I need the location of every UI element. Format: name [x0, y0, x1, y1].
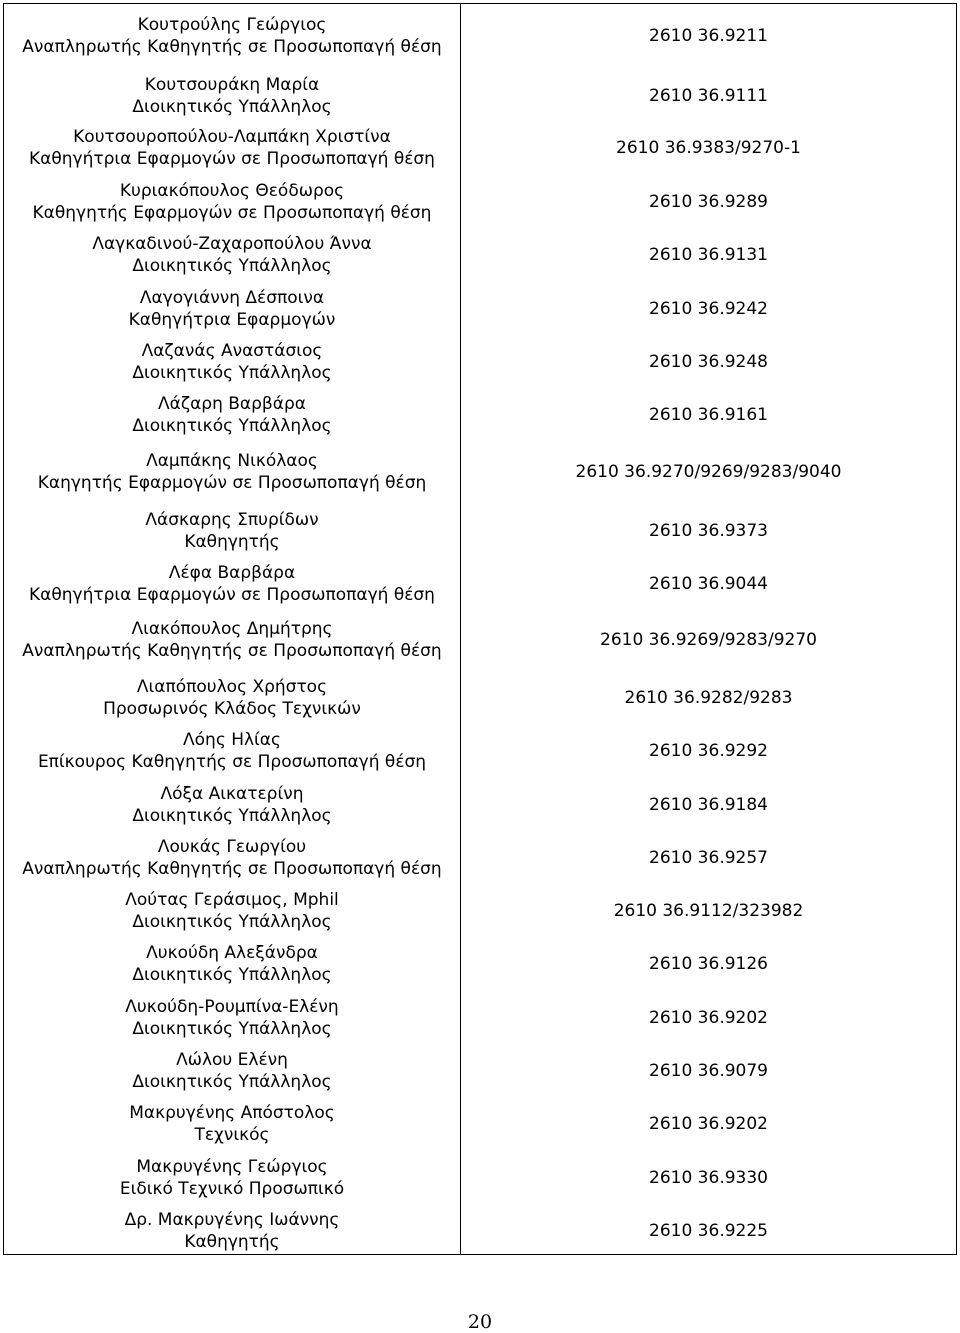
staff-name: Λυκούδη Αλεξάνδρα: [146, 943, 318, 963]
phone-number: 2610 36.9211: [649, 26, 768, 46]
phone-number: 2610 36.9112/323982: [613, 901, 804, 921]
table-row: [4, 783, 956, 827]
phone-number: 2610 36.9202: [649, 1114, 768, 1134]
phone-number: 2610 36.9269/9283/9270: [600, 630, 817, 650]
table-row: [4, 450, 956, 494]
staff-position: Επίκουρος Καθηγητής σε Προσωποπαγή θέση: [37, 752, 427, 772]
staff-name-cell: [4, 729, 460, 773]
staff-name: Κουτσουροπούλου-Λαμπάκη Χριστίνα: [73, 127, 391, 147]
staff-position: Καθηγήτρια Εφαρμογών: [128, 310, 336, 330]
staff-name: Λαζανάς Αναστάσιος: [141, 341, 323, 361]
staff-name-cell: [4, 287, 460, 331]
table-row: [4, 1049, 956, 1093]
staff-position: Ειδικό Τεχνικό Προσωπικό: [119, 1179, 345, 1199]
staff-name: Δρ. Μακρυγένης Ιωάννης: [124, 1210, 340, 1230]
staff-name-cell: [4, 340, 460, 384]
staff-name-cell: [4, 233, 460, 277]
table-row: [4, 340, 956, 384]
staff-name: Λιαπόπουλος Χρήστος: [136, 677, 328, 697]
table-row: [4, 233, 956, 277]
table-row: [4, 393, 956, 437]
staff-name-cell: [4, 509, 460, 553]
staff-name-cell: [4, 180, 460, 224]
staff-position: Διοικητικός Υπάλληλος: [132, 1072, 332, 1092]
phone-number: 2610 36.9248: [649, 352, 768, 372]
staff-name-cell: [4, 996, 460, 1040]
staff-name: Λάσκαρης Σπυρίδων: [145, 510, 319, 530]
staff-position: Αναπληρωτής Καθηγητής σε Προσωποπαγή θέση: [22, 859, 442, 879]
phone-number: 2610 36.9330: [649, 1168, 768, 1188]
phone-number: 2610 36.9161: [649, 405, 768, 425]
staff-position: Διοικητικός Υπάλληλος: [132, 1019, 332, 1039]
staff-position: Διοικητικός Υπάλληλος: [132, 965, 332, 985]
staff-position: Καθηγητής: [184, 532, 280, 552]
staff-name: Κουτσουράκη Μαρία: [144, 75, 320, 95]
table-row: [4, 180, 956, 224]
staff-position: Αναπληρωτής Καθηγητής σε Προσωποπαγή θέση: [22, 37, 442, 57]
staff-position: Διοικητικός Υπάλληλος: [132, 912, 332, 932]
staff-name: Λούτας Γεράσιμος, Mphil: [125, 890, 339, 910]
staff-position: Καθηγήτρια Εφαρμογών σε Προσωποπαγή θέση: [29, 149, 435, 169]
phone-number: 2610 36.9292: [649, 741, 768, 761]
staff-position: Διοικητικός Υπάλληλος: [132, 97, 332, 117]
staff-name-cell: [4, 126, 460, 170]
phone-number: 2610 36.9383/9270-1: [616, 138, 801, 158]
table-row: [4, 287, 956, 331]
staff-position: Διοικητικός Υπάλληλος: [132, 363, 332, 383]
table-row: [4, 942, 956, 986]
staff-name-cell: [4, 676, 460, 720]
staff-position: Αναπληρωτής Καθηγητής σε Προσωποπαγή θέση: [22, 641, 442, 661]
staff-directory-table: [3, 3, 957, 1255]
phone-number: 2610 36.9270/9269/9283/9040: [575, 462, 842, 482]
page-number: 20: [467, 1311, 493, 1333]
staff-name: Λαγκαδινού-Ζαχαροπούλου Άννα: [92, 234, 372, 254]
staff-name: Λόξα Αικατερίνη: [160, 784, 304, 804]
staff-name: Λαγογιάννη Δέσποινα: [139, 288, 325, 308]
staff-name-cell: [4, 14, 460, 58]
staff-position: Καθηγητής: [184, 1232, 280, 1252]
table-row: [4, 1102, 956, 1146]
table-row: [4, 889, 956, 933]
phone-number: 2610 36.9202: [649, 1008, 768, 1028]
staff-name-cell: [4, 942, 460, 986]
phone-number: 2610 36.9225: [649, 1221, 768, 1241]
table-row: [4, 126, 956, 170]
staff-position: Τεχνικός: [194, 1125, 270, 1145]
staff-position: Διοικητικός Υπάλληλος: [132, 806, 332, 826]
staff-name-cell: [4, 1156, 460, 1200]
phone-number: 2610 36.9079: [649, 1061, 768, 1081]
staff-name: Λόης Ηλίας: [183, 730, 281, 750]
staff-name: Λιακόπουλος Δημήτρης: [131, 619, 333, 639]
phone-number: 2610 36.9184: [649, 795, 768, 815]
staff-position: Διοικητικός Υπάλληλος: [132, 256, 332, 276]
phone-number: 2610 36.9257: [649, 848, 768, 868]
phone-number: 2610 36.9111: [649, 86, 768, 106]
staff-name: Μακρυγένης Απόστολος: [129, 1103, 335, 1123]
staff-position: Διοικητικός Υπάλληλος: [132, 416, 332, 436]
phone-number: 2610 36.9289: [649, 192, 768, 212]
staff-position: Καθηγήτρια Εφαρμογών σε Προσωποπαγή θέση: [29, 585, 435, 605]
phone-number: 2610 36.9044: [649, 574, 768, 594]
staff-name: Κυριακόπουλος Θεόδωρος: [119, 181, 345, 201]
staff-name-cell: [4, 562, 460, 606]
phone-number: 2610 36.9126: [649, 954, 768, 974]
table-row: [4, 562, 956, 606]
phone-number: 2610 36.9282/9283: [624, 688, 793, 708]
staff-name-cell: [4, 836, 460, 880]
staff-name: Λυκούδη-Ρουμπίνα-Ελένη: [125, 997, 339, 1017]
staff-name: Κουτρούλης Γεώργιος: [137, 15, 327, 35]
phone-number: 2610 36.9373: [649, 521, 768, 541]
staff-name: Λαμπάκης Νικόλαος: [146, 451, 318, 471]
staff-position: Καηγητής Εφαρμογών σε Προσωποπαγή θέση: [37, 473, 427, 493]
table-row: [4, 618, 956, 662]
staff-name-cell: [4, 889, 460, 933]
table-row: [4, 729, 956, 773]
staff-name-cell: [4, 783, 460, 827]
staff-name-cell: [4, 1102, 460, 1146]
staff-name: Λέφα Βαρβάρα: [168, 563, 296, 583]
staff-name: Λάζαρη Βαρβάρα: [158, 394, 306, 414]
phone-number: 2610 36.9131: [649, 245, 768, 265]
table-row: [4, 14, 956, 58]
staff-name-cell: [4, 393, 460, 437]
staff-name-cell: [4, 74, 460, 118]
staff-name: Λουκάς Γεωργίου: [157, 837, 307, 857]
table-row: [4, 509, 956, 553]
staff-name-cell: [4, 618, 460, 662]
table-row: [4, 996, 956, 1040]
staff-position: Προσωρινός Κλάδος Τεχνικών: [103, 699, 361, 719]
phone-number: 2610 36.9242: [649, 299, 768, 319]
staff-name-cell: [4, 1049, 460, 1093]
staff-name: Λώλου Ελένη: [176, 1050, 288, 1070]
table-row: [4, 1209, 956, 1253]
table-row: [4, 74, 956, 118]
table-row: [4, 676, 956, 720]
staff-position: Καθηγητής Εφαρμογών σε Προσωποπαγή θέση: [32, 203, 432, 223]
table-row: [4, 1156, 956, 1200]
table-row: [4, 836, 956, 880]
staff-name-cell: [4, 1209, 460, 1253]
staff-name-cell: [4, 450, 460, 494]
staff-name: Μακρυγένης Γεώργιος: [136, 1157, 328, 1177]
